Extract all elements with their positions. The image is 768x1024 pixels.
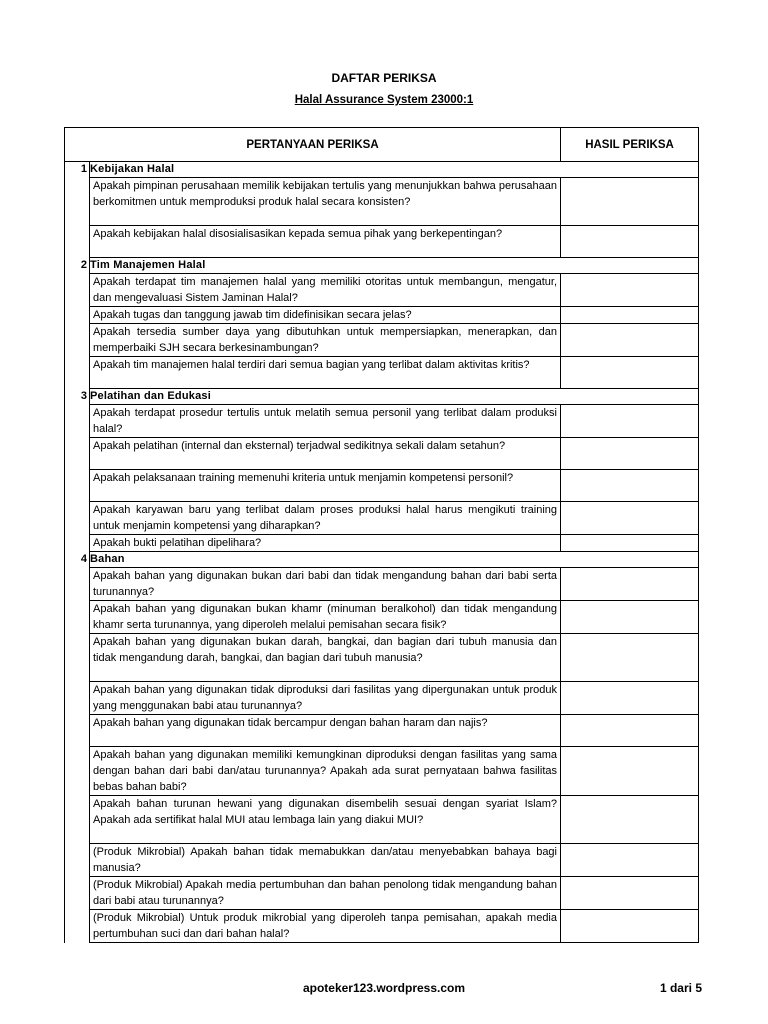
- result-cell[interactable]: [561, 682, 699, 715]
- question-row: [65, 405, 699, 438]
- question-text: Apakah bahan yang digunakan tidak bercampur dengan bahan haram dan najis?: [90, 715, 561, 747]
- result-cell[interactable]: [561, 324, 699, 357]
- question-row: [65, 470, 699, 502]
- section-number: 2: [65, 258, 90, 389]
- footer-site: apoteker123.wordpress.com: [302, 981, 466, 995]
- header-question: PERTANYAAN PERIKSA: [65, 128, 561, 162]
- question-text: Apakah bahan yang digunakan memiliki kemungkinan diproduksi dengan fasilitas yang sama dengan bahan dari babi dan/atau turunannya? Apakah ada surat pernyataan bahwa fasilitas bebas bahan babi?: [90, 747, 561, 796]
- result-cell[interactable]: [561, 502, 699, 535]
- section-title: Pelatihan dan Edukasi: [90, 389, 561, 405]
- question-text: Apakah pelatihan (internal dan eksternal) terjadwal sedikitnya sekali dalam setahun?: [90, 438, 561, 470]
- section-result-cell: [561, 258, 699, 274]
- result-cell[interactable]: [561, 568, 699, 601]
- question-text: Apakah terdapat prosedur tertulis untuk melatih semua personil yang terlibat dalam produksi halal?: [90, 405, 561, 438]
- result-cell[interactable]: [561, 470, 699, 502]
- section-title: Tim Manajemen Halal: [90, 258, 561, 274]
- question-text: Apakah tugas dan tanggung jawab tim didefinisikan secara jelas?: [90, 307, 561, 324]
- section-title: Bahan: [90, 552, 561, 568]
- question-text: Apakah karyawan baru yang terlibat dalam proses produksi halal harus mengikuti training untuk menjamin kompetensi yang diharapkan?: [90, 502, 561, 535]
- document-title: DAFTAR PERIKSA: [331, 71, 437, 85]
- section-number: 4: [65, 552, 90, 943]
- section-result-cell: [561, 162, 699, 178]
- result-cell[interactable]: [561, 910, 699, 943]
- question-row: [65, 601, 699, 634]
- question-text: Apakah bahan yang digunakan bukan dari babi dan tidak mengandung bahan dari babi serta turunannya?: [90, 568, 561, 601]
- question-row: [65, 357, 699, 389]
- section-number: 1: [65, 162, 90, 258]
- result-cell[interactable]: [561, 178, 699, 226]
- question-row: [65, 502, 699, 535]
- question-row: [65, 877, 699, 910]
- question-row: [65, 682, 699, 715]
- question-text: Apakah terdapat tim manajemen halal yang memiliki otoritas untuk membangun, mengatur, dan mengevaluasi Sistem Jaminan Halal?: [90, 274, 561, 307]
- question-text: Apakah pimpinan perusahaan memilik kebijakan tertulis yang menunjukkan bahwa perusahaan berkomitmen untuk memproduksi produk halal secara konsisten?: [90, 178, 561, 226]
- question-row: [65, 307, 699, 324]
- document-subtitle: Halal Assurance System 23000:1: [294, 94, 474, 106]
- result-cell[interactable]: [561, 274, 699, 307]
- section-row: [65, 389, 699, 405]
- section-number: 3: [65, 389, 90, 552]
- question-row: [65, 535, 699, 552]
- question-row: [65, 178, 699, 226]
- section-row: [65, 162, 699, 178]
- question-row: [65, 226, 699, 258]
- section-row: [65, 258, 699, 274]
- question-text: Apakah bahan yang digunakan tidak diproduksi dari fasilitas yang dipergunakan untuk produk yang menggunakan babi atau turunannya?: [90, 682, 561, 715]
- result-cell[interactable]: [561, 307, 699, 324]
- question-row: [65, 796, 699, 844]
- question-row: [65, 634, 699, 682]
- question-row: [65, 438, 699, 470]
- result-cell[interactable]: [561, 877, 699, 910]
- question-text: Apakah pelaksanaan training memenuhi kriteria untuk menjamin kompetensi personil?: [90, 470, 561, 502]
- result-cell[interactable]: [561, 601, 699, 634]
- header-result: HASIL PERIKSA: [561, 128, 699, 162]
- result-cell[interactable]: [561, 634, 699, 682]
- result-cell[interactable]: [561, 715, 699, 747]
- question-text: Apakah tersedia sumber daya yang dibutuhkan untuk mempersiapkan, menerapkan, dan memperbaiki SJH secara berkesinambungan?: [90, 324, 561, 357]
- question-row: [65, 324, 699, 357]
- checklist-table: [64, 127, 698, 943]
- question-text: Apakah tim manajemen halal terdiri dari semua bagian yang terlibat dalam aktivitas kritis?: [90, 357, 561, 389]
- section-row: [65, 552, 699, 568]
- question-text: (Produk Mikrobial) Apakah bahan tidak memabukkan dan/atau menyebabkan bahaya bagi manusia?: [90, 844, 561, 877]
- question-row: [65, 747, 699, 796]
- section-result-cell: [561, 552, 699, 568]
- question-text: Apakah kebijakan halal disosialisasikan kepada semua pihak yang berkepentingan?: [90, 226, 561, 258]
- question-text: Apakah bukti pelatihan dipelihara?: [90, 535, 561, 552]
- checklist-body: [65, 162, 699, 943]
- result-cell[interactable]: [561, 357, 699, 389]
- section-result-cell: [561, 389, 699, 405]
- section-title: Kebijakan Halal: [90, 162, 561, 178]
- question-row: [65, 910, 699, 943]
- footer-page-number: 1 dari 5: [659, 981, 702, 995]
- question-text: Apakah bahan yang digunakan bukan khamr (minuman beralkohol) dan tidak mengandung khamr serta turunannya, yang diperoleh melalui pemisahan secara fisik?: [90, 601, 561, 634]
- table-header-row: [65, 128, 699, 162]
- result-cell[interactable]: [561, 405, 699, 438]
- question-text: Apakah bahan turunan hewani yang digunakan disembelih sesuai dengan syariat Islam? Apakah ada sertifikat halal MUI atau lembaga lain yang diakui MUI?: [90, 796, 561, 844]
- question-row: [65, 568, 699, 601]
- question-row: [65, 274, 699, 307]
- result-cell[interactable]: [561, 438, 699, 470]
- question-row: [65, 844, 699, 877]
- question-text: (Produk Mikrobial) Untuk produk mikrobial yang diperoleh tanpa pemisahan, apakah media pertumbuhan suci dan dari bahan halal?: [90, 910, 561, 943]
- result-cell[interactable]: [561, 796, 699, 844]
- question-text: Apakah bahan yang digunakan bukan darah, bangkai, dan bagian dari tubuh manusia dan tidak mengandung darah, bangkai, dan bagian dari tubuh manusia?: [90, 634, 561, 682]
- result-cell[interactable]: [561, 844, 699, 877]
- result-cell[interactable]: [561, 226, 699, 258]
- result-cell[interactable]: [561, 747, 699, 796]
- question-row: [65, 715, 699, 747]
- result-cell[interactable]: [561, 535, 699, 552]
- question-text: (Produk Mikrobial) Apakah media pertumbuhan dan bahan penolong tidak mengandung bahan dari babi atau turunannya?: [90, 877, 561, 910]
